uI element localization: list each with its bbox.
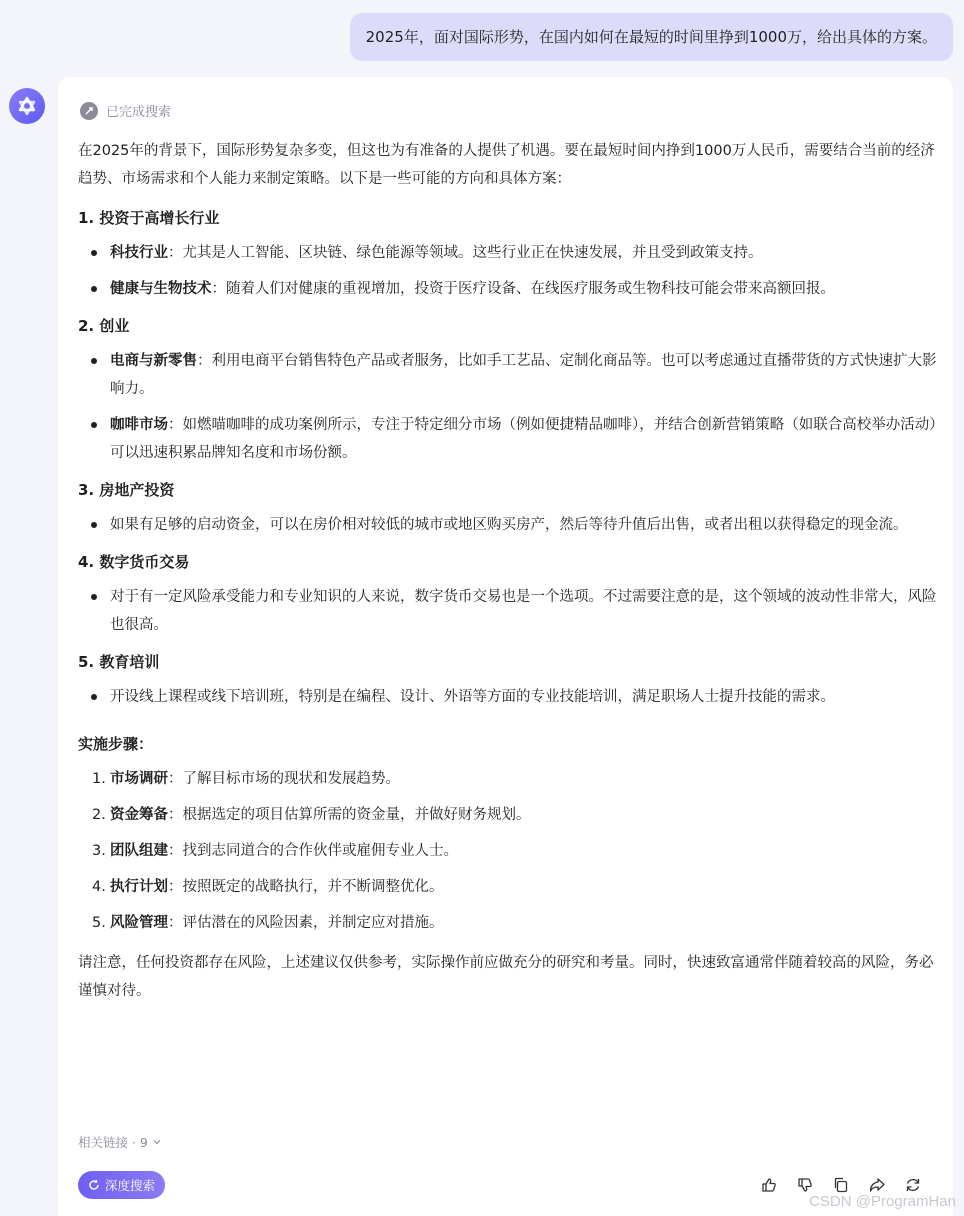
- assistant-response-card: [58, 77, 953, 1216]
- bullet-item-text: ：如燃喵咖啡的成功案例所示，专注于特定细分市场（例如便捷精品咖啡），并结合创新营销策略（如联合高校举办活动）可以迅速积累品牌知名度和市场份额。: [110, 417, 937, 461]
- bullet-dot: [91, 694, 97, 700]
- bullet-item-term: 健康与生物技术: [110, 281, 212, 297]
- step-number: 1.: [92, 771, 106, 787]
- bullet-item-text: 对于有一定风险承受能力和专业知识的人来说，数字货币交易也是一个选项。不过需要注意的是，这个领域的波动性非常大，风险也很高。: [110, 589, 937, 633]
- watermark: CSDN @ProgramHan: [809, 1193, 956, 1210]
- bullet-item: [78, 583, 938, 639]
- step-item: [78, 909, 938, 937]
- regenerate-icon[interactable]: [903, 1175, 923, 1195]
- step-number: 3.: [92, 843, 106, 859]
- bullet-dot: [91, 358, 97, 364]
- bullet-item: [78, 683, 938, 711]
- bullet-dot: [91, 422, 97, 428]
- step-text: ：评估潜在的风险因素，并制定应对措施。: [168, 915, 444, 931]
- bullet-item-text: 开设线上课程或线下培训班，特别是在编程、设计、外语等方面的专业技能培训，满足职场人士提升技能的需求。: [110, 689, 835, 705]
- section-title: 3. 房地产投资: [78, 481, 175, 499]
- bullet-dot: [91, 522, 97, 528]
- bullet-dot: [91, 250, 97, 256]
- section-title: 1. 投资于高增长行业: [78, 209, 220, 227]
- bullet-item-text: ：利用电商平台销售特色产品或者服务，比如手工艺品、定制化商品等。也可以考虑通过直播带货的方式快速扩大影响力。: [110, 353, 937, 397]
- assistant-logo-icon: [16, 95, 38, 117]
- step-term: 风险管理: [110, 915, 168, 931]
- bullet-item-term: 咖啡市场: [110, 417, 168, 433]
- bullet-dot: [91, 286, 97, 292]
- deep-search-label: 深度搜索: [105, 1178, 156, 1193]
- step-text: ：找到志同道合的合作伙伴或雇佣专业人士。: [168, 843, 458, 859]
- user-message-bubble: [350, 13, 953, 61]
- search-complete-icon: [80, 102, 98, 120]
- bullet-item: [78, 275, 938, 303]
- step-item: [78, 765, 938, 793]
- step-number: 4.: [92, 879, 106, 895]
- step-item: [78, 837, 938, 865]
- intro-paragraph: 在2025年的背景下，国际形势复杂多变，但这也为有准备的人提供了机遇。要在最短时间内挣到1000万人民币，需要结合当前的经济趋势、市场需求和个人能力来制定策略。以下是一些可能的方向和具体方案：: [78, 143, 935, 187]
- thumbs-down-icon[interactable]: [795, 1175, 815, 1195]
- section-title: 2. 创业: [78, 317, 130, 335]
- step-number: 5.: [92, 915, 106, 931]
- step-term: 资金筹备: [110, 807, 168, 823]
- response-actions: [759, 1175, 923, 1195]
- response-content: [78, 137, 938, 1005]
- refresh-icon: [88, 1179, 100, 1191]
- conclusion-paragraph: 请注意，任何投资都存在风险，上述建议仅供参考，实际操作前应做充分的研究和考量。同时，快速致富通常伴随着较高的风险，务必谨慎对待。: [78, 955, 934, 999]
- step-term: 执行计划: [110, 879, 168, 895]
- chevron-down-icon: [152, 1137, 162, 1147]
- bullet-item: [78, 511, 938, 539]
- related-links-label: 相关链接 · 9: [78, 1135, 148, 1150]
- step-text: ：了解目标市场的现状和发展趋势。: [168, 771, 400, 787]
- bullet-item-term: 电商与新零售: [110, 353, 197, 369]
- step-term: 市场调研: [110, 771, 168, 787]
- section-title: 5. 教育培训: [78, 653, 160, 671]
- bullet-item-text: 如果有足够的启动资金，可以在房价相对较低的城市或地区购买房产，然后等待升值后出售，或者出租以获得稳定的现金流。: [110, 517, 908, 533]
- section-title: 4. 数字货币交易: [78, 553, 190, 571]
- thumbs-up-icon[interactable]: [759, 1175, 779, 1195]
- assistant-avatar: [9, 88, 45, 124]
- bullet-item-text: ：尤其是人工智能、区块链、绿色能源等领域。这些行业正在快速发展，并且受到政策支持。: [168, 245, 763, 261]
- bullet-dot: [91, 594, 97, 600]
- steps-title: 实施步骤：: [78, 735, 154, 753]
- step-item: [78, 873, 938, 901]
- related-links-toggle[interactable]: [78, 1133, 162, 1151]
- copy-icon[interactable]: [831, 1175, 851, 1195]
- step-text: ：根据选定的项目估算所需的资金量，并做好财务规划。: [168, 807, 531, 823]
- bullet-item-term: 科技行业: [110, 245, 168, 261]
- step-text: ：按照既定的战略执行，并不断调整优化。: [168, 879, 444, 895]
- bullet-item: [78, 411, 938, 467]
- step-number: 2.: [92, 807, 106, 823]
- deep-search-button[interactable]: [78, 1171, 165, 1199]
- search-status-label: 已完成搜索: [106, 105, 172, 120]
- share-icon[interactable]: [867, 1175, 887, 1195]
- bullet-item: [78, 239, 938, 267]
- bullet-item: [78, 347, 938, 403]
- search-status[interactable]: [80, 101, 171, 120]
- bullet-item-text: ：随着人们对健康的重视增加，投资于医疗设备、在线医疗服务或生物科技可能会带来高额回报。: [211, 281, 835, 297]
- user-message-text: 2025年，面对国际形势，在国内如何在最短的时间里挣到1000万，给出具体的方案。: [365, 28, 937, 46]
- step-term: 团队组建: [110, 843, 168, 859]
- step-item: [78, 801, 938, 829]
